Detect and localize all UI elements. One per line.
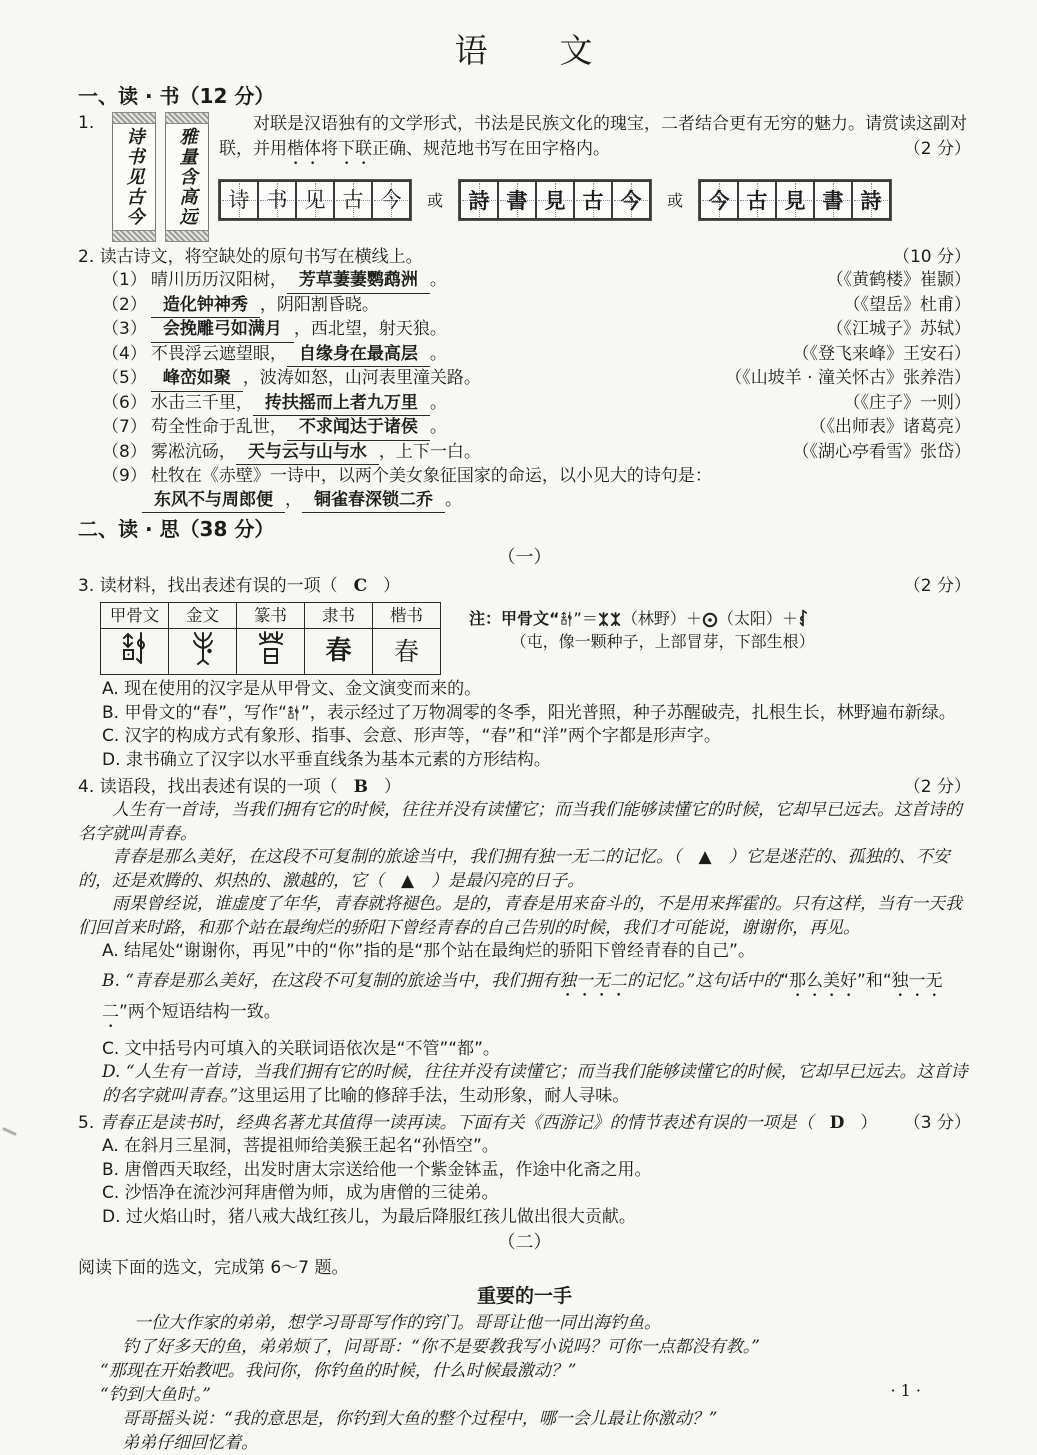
tian-grid-cell[interactable] [371, 180, 411, 220]
item-number: （2） [102, 294, 147, 315]
tian-grid-cell[interactable] [611, 180, 651, 220]
question-5-number: 5. [78, 1113, 95, 1133]
paren-close: ） [860, 1113, 878, 1133]
col-bronze: 金文 [169, 603, 237, 629]
scroll-roller-icon [165, 230, 209, 242]
option-text: B. 甲骨文的“春”，写作“ [102, 702, 287, 723]
item-number: （1） [102, 270, 147, 290]
citation: （《庄子》一则） [843, 392, 971, 413]
tian-grid-cell[interactable] [573, 180, 613, 220]
q3-option-b[interactable] [102, 702, 971, 726]
question-3-answer[interactable]: C [353, 576, 368, 596]
q2-item-4 [78, 343, 971, 368]
verse-suffix: ，波涛如怒，山河表里潼关路。 [242, 368, 481, 388]
verse-prefix: 晴川历历汉阳树， [150, 270, 287, 290]
tian-grid-cell[interactable] [257, 180, 297, 220]
reading-paragraph: 弟弟仔细回忆着。 [122, 1433, 259, 1453]
separator: ， [285, 489, 302, 510]
q4-option-a[interactable]: A. 结尾处“谢谢你，再见”中的“你”指的是“那个站在最绚烂的骄阳下曾经青春的自己”。 [102, 941, 755, 961]
fill-in-answer[interactable]: 铜雀春深锁二乔 [302, 489, 445, 514]
grid-char: 見 [544, 187, 566, 213]
question-5-stem [78, 1112, 971, 1135]
q2-item-6 [78, 392, 971, 417]
grid-char: 古 [746, 187, 768, 213]
verse-prefix: 水击三千里， [150, 392, 253, 413]
section1-heading: 一、读 · 书（12 分） [78, 84, 275, 108]
question-4-text: 4. 读语段，找出表述有误的一项（ [78, 777, 338, 797]
fill-in-answer[interactable]: 自缘身在最高层 [287, 343, 430, 368]
couplet-scrolls [112, 112, 209, 242]
page-title: 语 文 [454, 31, 595, 70]
fill-in-answer[interactable]: 天与云与山与水 [236, 441, 379, 466]
verse-suffix: 。 [429, 270, 447, 290]
fill-in-answer[interactable]: 抟扶摇而上者九万里 [253, 392, 430, 417]
scroll-roller-icon [165, 112, 209, 124]
page-number: · 1 · [890, 1381, 921, 1400]
bronze-inscription-chun-glyph [169, 629, 237, 675]
oracle-bone-chun-glyph [101, 629, 169, 675]
grid-char: 古 [582, 187, 604, 213]
citation: （《登飞来峰》王安石） [792, 343, 971, 364]
scan-artifact [2, 1127, 17, 1136]
q5-option-c[interactable]: C. 沙悟净在流沙河拜唐僧为师，成为唐僧的三徒弟。 [102, 1183, 499, 1203]
oracle-sun-symbol [702, 612, 718, 628]
question-1-body [219, 112, 971, 242]
verse-suffix: ，上下一白。 [378, 441, 481, 462]
reading-passage [78, 1311, 971, 1455]
q3-option-c[interactable]: C. 汉字的构成方式有象形、指事、会意、形声等，“春”和“洋”两个字都是形声字。 [102, 726, 721, 746]
question-1 [78, 112, 971, 242]
quoted-sentence: D. “人生有一首诗，当我们拥有它的时候，往往并没有读懂它；而当我们能够读懂它的时候，它却早已远去。这首诗的名字就叫青春。” [102, 1062, 968, 1106]
item-number: （3） [102, 319, 147, 339]
tian-grid-group-3 [699, 180, 891, 220]
q5-option-a[interactable]: A. 在斜月三星洞，菩提祖师给美猴王起名“孙悟空”。 [102, 1136, 499, 1156]
verse-prefix: 杜牧在《赤壁》一诗中，以两个美女象征国家的命运，以小见大的诗句是： [150, 466, 712, 486]
grid-char: 今 [380, 187, 402, 212]
note-label: 注：甲骨文“ [469, 609, 560, 628]
col-oracle: 甲骨文 [101, 603, 169, 629]
question-1-prompt [219, 112, 971, 169]
or-label: 或 [427, 190, 444, 210]
reading-paragraph: “钓到大鱼时。” [100, 1385, 211, 1405]
verse-suffix: 。 [429, 417, 447, 437]
q2-item-3 [78, 318, 971, 343]
verse-prefix: 雾凇沆砀， [150, 441, 236, 462]
question-5-text: 青春正是读书时，经典名著尤其值得一读再读。下面有关《西游记》的情节表述有误的一项是（ [99, 1113, 814, 1133]
tian-grid-cell[interactable] [333, 180, 373, 220]
fill-in-answer[interactable]: 会挽雕弓如满月 [151, 318, 294, 343]
tian-grid-cell[interactable] [219, 180, 259, 220]
grid-char: 詩 [468, 187, 490, 213]
verse-suffix: 。 [445, 489, 462, 510]
clerical-chun-glyph: 春 [305, 629, 373, 675]
forest-caption: （林野）＋ [621, 609, 702, 628]
fill-in-answer[interactable]: 不求闻达于诸侯 [287, 416, 430, 441]
question-1-number: 1. [78, 113, 95, 133]
col-clerical: 隶书 [305, 603, 373, 629]
seal-script-chun-glyph [237, 629, 305, 675]
q2-item-9-line2 [78, 489, 971, 514]
reading-paragraph: 一位大作家的弟弟，想学习哥哥写作的窍门。哥哥让他一同出海钓鱼。 [134, 1313, 661, 1333]
sun-caption: （太阳）＋ [717, 609, 798, 628]
scroll-roller-icon [112, 112, 156, 124]
question-4-stem [78, 776, 971, 799]
option-text: ”，表示经过了万物凋零的冬季，阳光普照，种子苏醒破壳，扎根生长，林野遍布新绿。 [300, 702, 956, 723]
verse-prefix: 不畏浮云遮望眼， [150, 343, 287, 364]
answer-grid-row [219, 180, 971, 220]
oracle-bone-chun-glyph [287, 704, 301, 722]
citation: （《望岳》杜甫） [843, 294, 971, 315]
emphasized-phrase: 独一无二 [559, 970, 627, 991]
option-text: ”两个短语结构一致。 [119, 1001, 281, 1022]
tian-grid-cell[interactable] [535, 180, 575, 220]
prompt-segment: 正确、规范地书写在田字格内。 [372, 139, 610, 159]
grid-char: 詩 [860, 187, 882, 213]
question-3-note [469, 602, 815, 653]
scroll-roller-icon [112, 230, 156, 242]
prompt-segment: 对联是汉语独有的文学形式，书法是民族文化的瑰宝，二者结合更有无穷的魅力。请赏读这副对联，并用 [219, 114, 967, 159]
verse-suffix: 。 [429, 392, 447, 413]
grid-char: 今 [620, 187, 642, 213]
question-3-stem [78, 575, 971, 598]
reading-paragraph: 钓了好多天的鱼，弟弟烦了，问哥哥：“你不是要教我写小说吗？可你一点都没有教。” [122, 1337, 760, 1357]
tian-grid-group-1 [219, 180, 411, 220]
verse-suffix: ，西北望，射天狼。 [293, 319, 447, 339]
option-text: ”和“ [857, 970, 892, 991]
script-evolution-table [100, 602, 441, 675]
couplet-scroll-right [165, 112, 209, 242]
item-number: （7） [102, 417, 147, 437]
item-number: （6） [102, 392, 147, 413]
fill-in-answer[interactable]: 芳草萋萋鹦鹉洲 [287, 269, 430, 294]
q2-item-5 [78, 367, 971, 392]
citation: （《江城子》苏轼） [826, 319, 971, 339]
tian-grid-cell[interactable] [699, 180, 739, 220]
section2-heading: 二、读 · 思（38 分） [78, 517, 275, 541]
note-line-1 [469, 607, 815, 630]
equals-sign: ”＝ [573, 609, 598, 628]
option-text: “ [780, 970, 790, 991]
oracle-forest-symbol [598, 611, 622, 628]
question-2-score: （10 分） [892, 247, 971, 267]
option-text: 这里运用了比喻的修辞手法，生动形象，耐人寻味。 [238, 1085, 630, 1106]
grid-char: 今 [708, 187, 730, 213]
q4-option-d[interactable] [102, 1061, 971, 1108]
or-label: 或 [667, 190, 684, 210]
citation: （《山坡羊 · 潼关怀古》张养浩） [725, 368, 971, 388]
paren-close: ） [383, 576, 401, 596]
part-2-label: （二） [497, 1232, 552, 1253]
q2-item-7 [78, 416, 971, 441]
item-number: （4） [102, 343, 147, 364]
grid-char: 见 [304, 187, 326, 212]
reading-paragraph: “那现在开始教吧。我问你，你钓鱼的时候，什么时候最激动？” [100, 1361, 577, 1381]
part-1-label: （一） [497, 547, 552, 568]
q5-option-d[interactable]: D. 过火焰山时，猪八戒大战红孩儿，为最后降服红孩儿做出很大贡献。 [102, 1206, 636, 1227]
fill-in-answer[interactable]: 东风不与周郎便 [142, 489, 285, 514]
prompt-emphasis-xialian: 下联 [338, 139, 372, 159]
q4-option-c[interactable]: C. 文中括号内可填入的关联词语依次是“不管”“都”。 [102, 1038, 500, 1059]
col-seal: 篆书 [237, 603, 305, 629]
question-3-score: （2 分） [903, 576, 971, 596]
tian-grid-cell[interactable] [459, 180, 499, 220]
citation: （《黄鹤楼》崔颢） [826, 270, 971, 290]
question-2-text: 2. 读古诗文，将空缺处的原句书写在横线上。 [78, 247, 423, 267]
col-regular: 楷书 [373, 603, 441, 629]
question-3-material [100, 602, 971, 675]
tian-grid-cell[interactable] [497, 180, 537, 220]
grid-char: 書 [506, 187, 528, 213]
option-text: B. “青春是那么美好，在这段不可复制的旅途当中，我们拥有 [102, 970, 559, 991]
reading-title: 重要的一手 [476, 1285, 572, 1307]
citation: （《湖心亭看雪》张岱） [792, 441, 971, 462]
grid-char: 书 [266, 187, 288, 212]
question-5-answer[interactable]: D [829, 1113, 845, 1133]
tian-grid-cell[interactable] [813, 180, 853, 220]
item-number: （5） [102, 368, 147, 388]
tian-grid-cell[interactable] [737, 180, 777, 220]
question-2-stem [78, 246, 971, 269]
tian-grid-cell[interactable] [295, 180, 335, 220]
tian-grid-group-2 [459, 180, 651, 220]
passage-paragraph: 人生有一首诗，当我们拥有它的时候，往往并没有读懂它；而当我们能够读懂它的时候，它却早已远去。这首诗的名字就叫青春。 [78, 800, 962, 844]
grid-char: 見 [784, 187, 806, 213]
item-number: （8） [102, 441, 147, 462]
fill-in-answer[interactable]: 造化钟神秀 [151, 294, 260, 319]
q2-item-9-line1 [78, 465, 971, 489]
question-4-answer[interactable]: B [353, 777, 368, 797]
table-header-row [101, 603, 441, 629]
oracle-sprout-tun-symbol [798, 608, 808, 628]
emphasized-phrase: 那么美好 [789, 970, 858, 991]
tian-grid-cell[interactable] [851, 180, 891, 220]
emphasized-phrase: 独一无二 [102, 970, 943, 1022]
fill-in-answer[interactable]: 峰峦如聚 [151, 367, 243, 392]
q3-option-d[interactable]: D. 隶书确立了汉字以水平垂直线条为基本元素的方形结构。 [102, 749, 551, 770]
oracle-bone-chun-glyph [560, 610, 574, 628]
question-5-score: （3 分） [903, 1113, 971, 1133]
citation: （《出师表》诸葛亮） [809, 417, 971, 437]
tian-grid-cell[interactable] [775, 180, 815, 220]
grid-char: 書 [822, 187, 844, 213]
passage-paragraph: 雨果曾经说，谁虚度了年华，青春就将褪色。是的，青春是用来奋斗的，不是用来挥霍的。只有这样，当有一天我们回首来时路，和那个站在最绚烂的骄阳下曾经青春的自己告别的时候，我们才可能说，谢谢你，再见。 [78, 894, 962, 938]
verse-suffix: ，阴阳割昏晓。 [259, 294, 379, 315]
couplet-lower-line: 诗书见古今 [112, 124, 156, 230]
question-3-text: 3. 读材料，找出表述有误的一项（ [78, 576, 338, 596]
grid-char: 诗 [228, 187, 250, 212]
item-number: （9） [102, 466, 147, 486]
prompt-segment: 将 [321, 139, 338, 159]
note-line-2: （屯，像一颗种子，上部冒芽，下部生根） [510, 632, 815, 651]
passage-paragraph: 青春是那么美好，在这段不可复制的旅途当中，我们拥有独一无二的记忆。（ ▲ ）它是迷茫的、孤独的、不安的，还是欢腾的、炽热的、激越的，它（ ▲ ）是最闪亮的日子。 [78, 847, 950, 891]
q2-item-8 [78, 441, 971, 466]
q5-option-b[interactable]: B. 唐僧西天取经，出发时唐太宗送给他一个紫金钵盂，作途中化斋之用。 [102, 1159, 652, 1180]
question-4-passage [78, 799, 971, 940]
prompt-emphasis-kaiti: 楷体 [287, 139, 321, 159]
regular-chun-glyph: 春 [373, 629, 441, 675]
couplet-upper-line: 雅量含高远 [165, 124, 209, 230]
couplet-scroll-left [112, 112, 156, 242]
q4-option-b[interactable] [102, 970, 971, 1032]
option-text: 的记忆。”这句话中的 [627, 970, 781, 991]
question-4-score: （2 分） [903, 777, 971, 797]
reading-paragraph: 哥哥摇头说：“我的意思是，你钓到大鱼的整个过程中，哪一会儿最让你激动？” [122, 1409, 718, 1429]
question-1-score: （2 分） [903, 139, 971, 159]
verse-prefix: 苟全性命于乱世， [150, 417, 287, 437]
verse-suffix: 。 [429, 343, 447, 364]
q2-item-2 [78, 294, 971, 319]
grid-char: 古 [342, 187, 364, 212]
q2-item-1 [78, 269, 971, 294]
reading-intro: 阅读下面的选文，完成第 6～7 题。 [78, 1258, 349, 1278]
table-glyph-row [101, 629, 441, 675]
paren-close: ） [384, 777, 401, 797]
q3-option-a[interactable]: A. 现在使用的汉字是从甲骨文、金文演变而来的。 [102, 679, 482, 699]
